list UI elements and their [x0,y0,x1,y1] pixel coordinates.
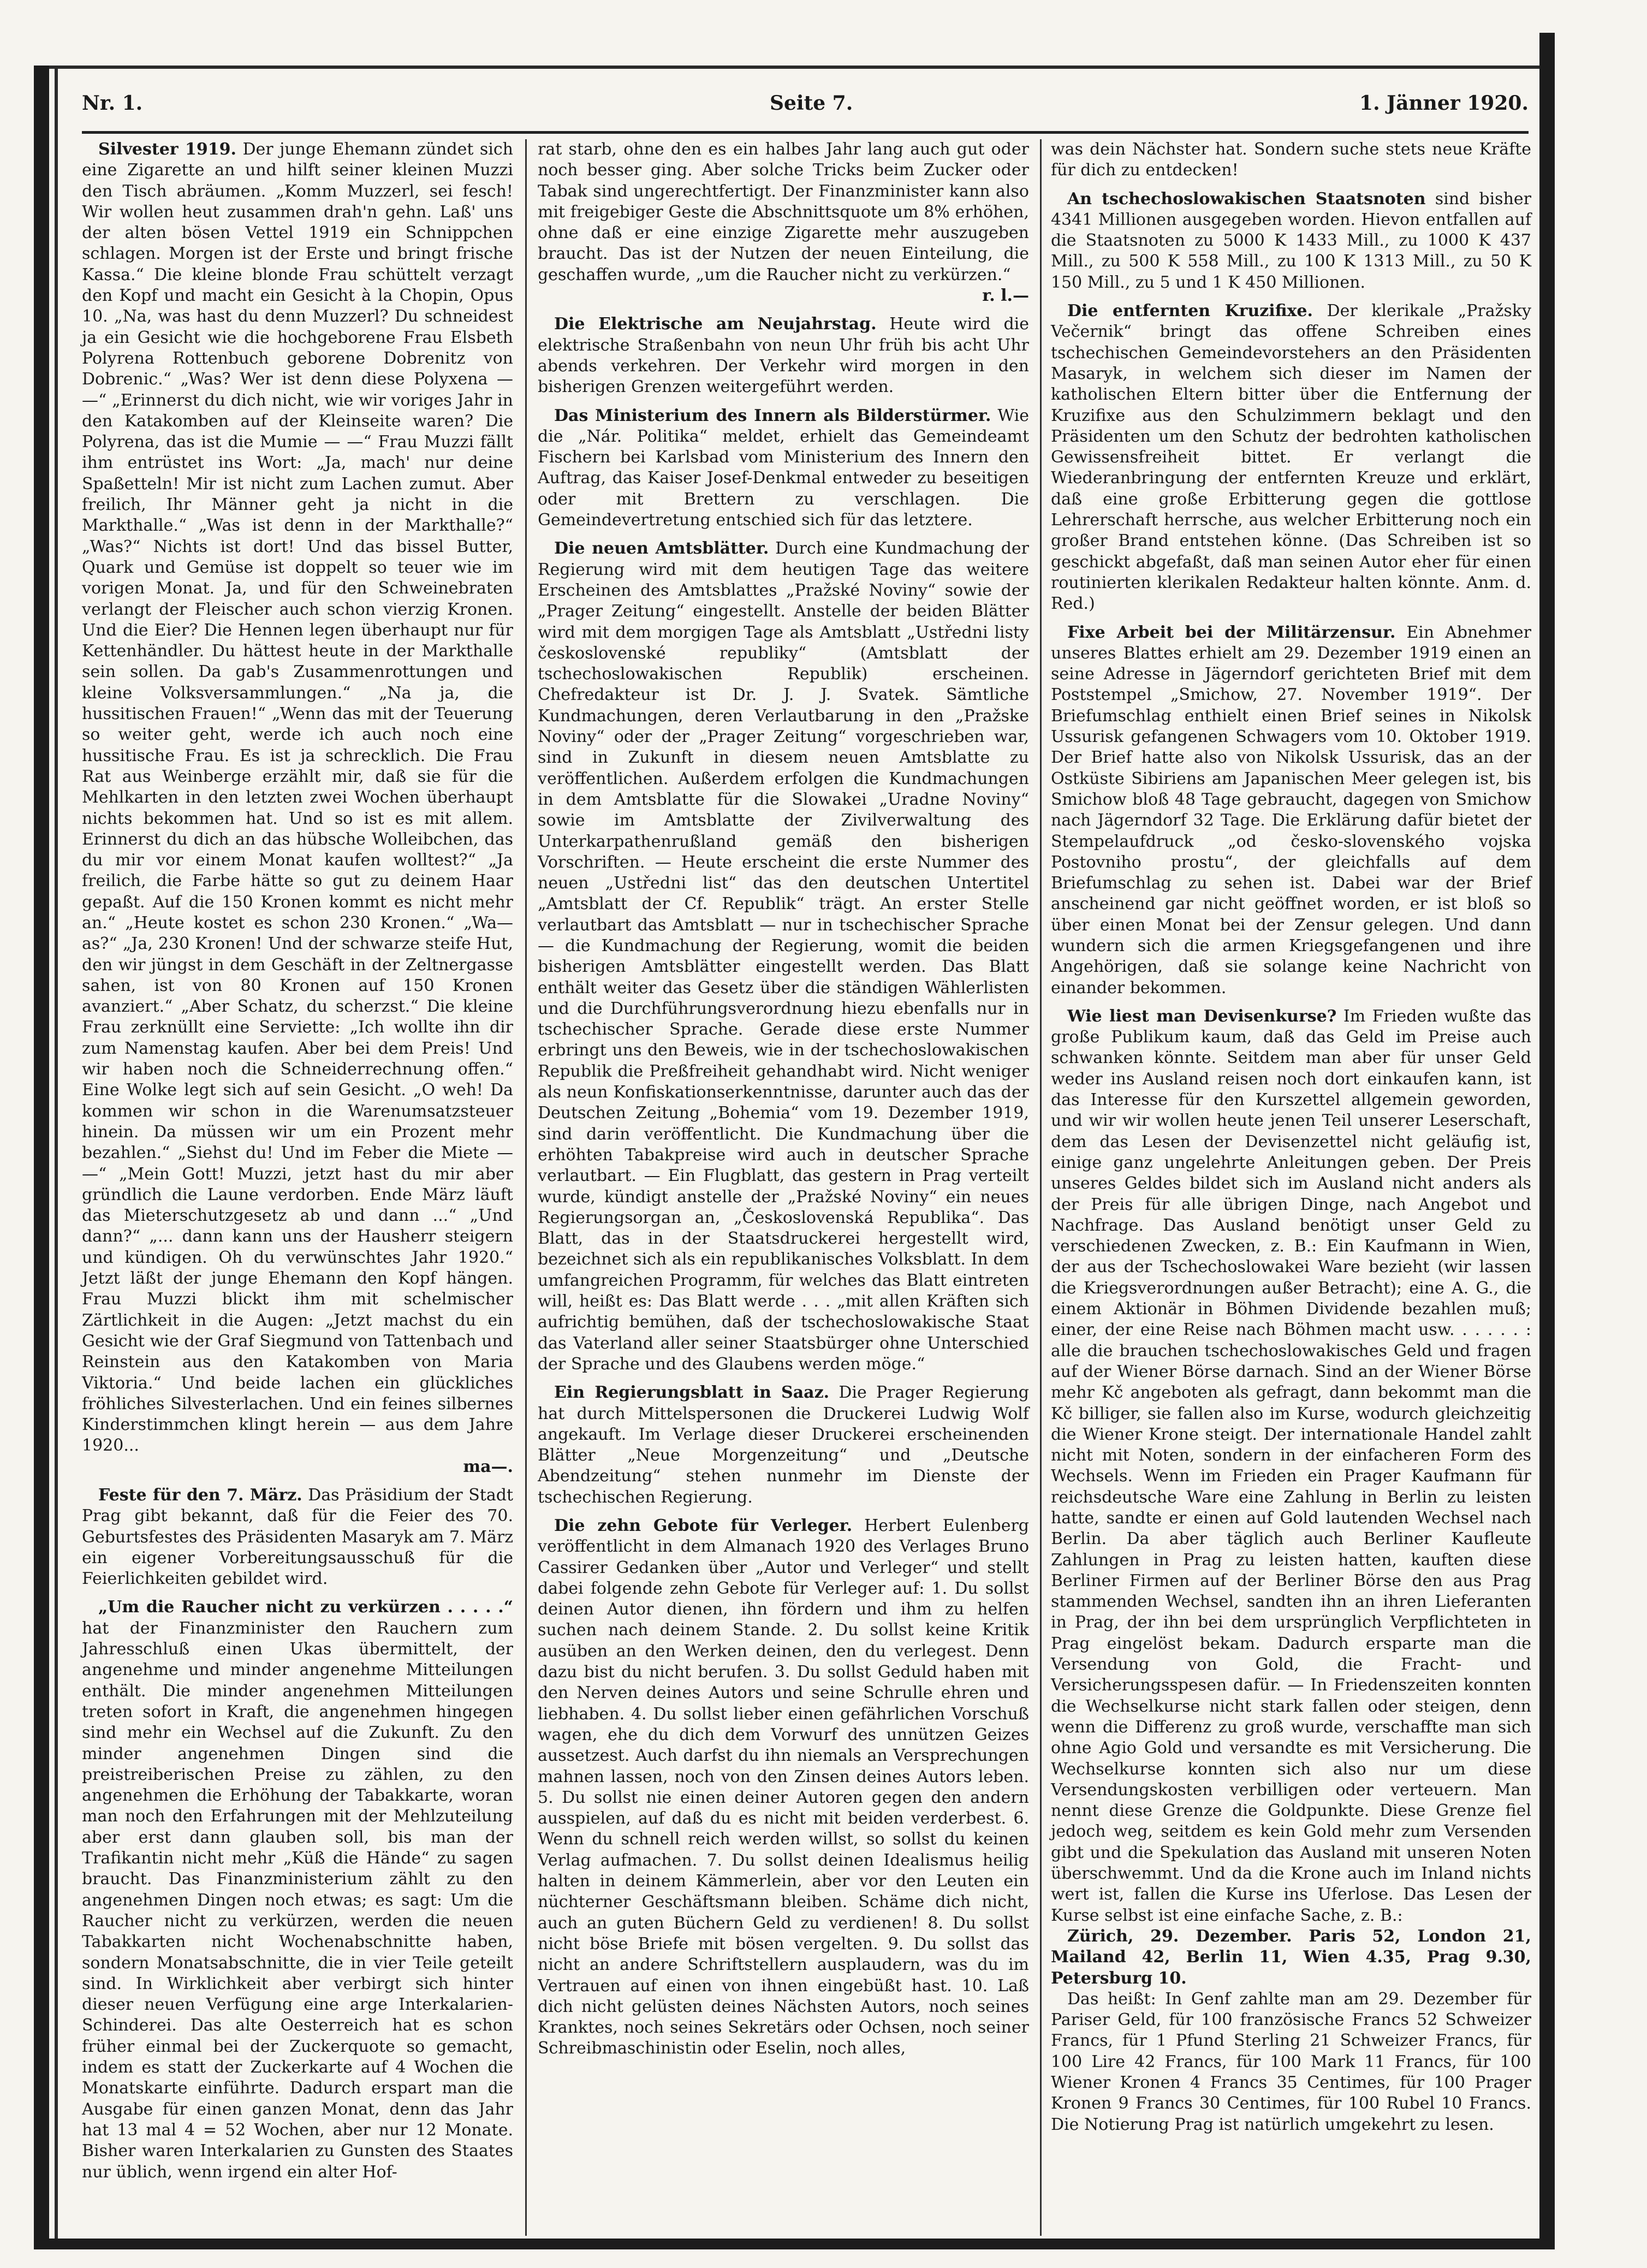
article-elektrische [538,314,1029,397]
article-title: Silvester 1919. [98,140,236,159]
issue-number: Nr. 1. [82,92,143,115]
page-border-left-inner [55,66,58,2244]
article-title: Die entfernten Kruzifixe. [1067,301,1313,321]
page-number: Seite 7. [770,92,853,115]
article-title: Ein Regierungsblatt in Saaz. [554,1383,830,1403]
article-zehn-gebote-continued: was dein Nächster hat. Sondern suche stets neue Kräfte für dich zu entdecken! [1051,140,1531,180]
article-title: Wie liest man Devisenkurse? [1067,1006,1337,1026]
article-body: Wie die „Nár. Politika“ meldet, erhielt das Gemeindeamt Fischern bei Karlsbad vom Ministerium des Innern den Auftrag, das Kaiser Josef-Denkmal entweder zu beseitigen oder mit Brettern zu verschlagen. Die Gemeindevertretung entschied sich für das letztere. [538,406,1029,530]
page-border-top [34,66,1555,69]
header-rule [82,131,1529,134]
article-title: Fixe Arbeit bei der Militärzensur. [1067,622,1396,642]
article-raucher-continued: rat starb, ohne den es ein halbes Jahr lang auch gut oder noch besser ging. Aber solche Tricks beim Zucker oder Tabak sind ungerechtfertigt. Der Finanzminister kann also mit freigebiger Geste die Abschnittsquote um 8% erhöhen, ohne daß er eine einzige Zigarette mehr auszugeben braucht. Das ist der Nutzen der neuen Einteilung, die geschaffen wurde, „um die Raucher nicht zu verkürzen.“ [538,140,1029,284]
article-zehn-gebote [538,1516,1029,2059]
page-border-right [1539,33,1555,2249]
article-kruzifixe [1051,301,1531,614]
article-saaz [538,1382,1029,1508]
column-rule [525,139,527,2236]
article-body: Durch eine Kundmachung der Regierung wird mit dem heutigen Tage das weitere Erscheinen des Amtsblattes „Pražské Noviny“ sowie der „Prager Zeitung“ eingestellt. Anstelle der beiden Blätter wird mit dem morgigen Tage als Amtsblatt „Ustředni listy československé republiky“ (Amtsblatt der tschechoslowakischen Republik) erscheinen. Chefredakteur ist Dr. J. J. Svatek. Sämtliche Kundmachungen, deren Verlautbarung in den „Pražske Noviny“ oder der „Prager Zeitung“ vorgeschrieben war, sind in Zukunft in diesem neuen Amtsblatte zu veröffentlichen. Außerdem erfolgen die Kundmachungen in dem Amtsblatte für die Slowakei „Uradne Noviny“ sowie im Amtsblatte der Zivilverwaltung des Unterkarpathenrußland gemäß den bisherigen Vorschriften. — Heute erscheint die erste Nummer des neuen „Ustředni list“ das den deutschen Untertitel „Amtsblatt der Cf. Republik“ trägt. An erster Stelle verlautbart das Amtsblatt — nur in tschechischer Sprache — die Kundmachung der Regierung, womit die beiden bisherigen Amtsblätter eingestellt werden. Das Blatt enthält weiter das Gesetz über die ständigen Wählerlisten und die Durchführungsverordnung hiezu ebenfalls nur in tschechischer Sprache. Gerade diese erste Nummer erbringt uns den Beweis, wie in der tschechoslowakischen Republik die Preßfreiheit gehandhabt wird. Nicht weniger als neun Konfiskationserkenntnisse, darunter auch das der Deutschen Zeitung „Bohemia“ vom 19. Dezember 1919, sind darin veröffentlicht. Die Kundmachung über die erhöhten Tabakpreise wird auch in deutscher Sprache verlautbart. — Ein Flugblatt, das gestern in Prag verteilt wurde, kündigt anstelle der „Pražské Noviny“ ein neues Regierungsorgan an, „Československá Republika“. Das Blatt, das in der Staatsdruckerei hergestellt wird, bezeichnet sich als ein republikanisches Volksblatt. In dem umfangreichen Programm, für welches das Blatt eintreten will, heißt es: Das Blatt werde . . . „mit allen Kräften sich aufrichtig bemühen, daß der tschechoslowakische Staat das Vaterland aller seiner Staatsbürger ohne Unterschied der Sprache und des Glaubens werden möge.“ [538,539,1029,1374]
article-signature: ma—. [463,1457,513,1476]
exchange-rates-line: Zürich, 29. Dezember. Paris 52, London 21, Mailand 42, Berlin 11, Wien 4.35, Prag 9.30, Petersburg 10. [1051,1926,1531,1988]
article-body: Herbert Eulenberg veröffentlicht in dem Almanach 1920 des Verlages Bruno Cassirer Gedanken über „Autor und Verleger“ und stellt dabei folgende zehn Gebote für Verleger auf: 1. Du sollst deinen Autor dienen, ihn fördern und ihm zu helfen suchen nach deinem Stande. 2. Du sollst keine Kritik ausüben an den Werken deinen, den du verlegest. Denn dazu bist du nicht berufen. 3. Du sollst Geduld haben mit den Nerven deines Autors und seine Schrulle ehren und liebhaben. 4. Du sollst lieber einen gefährlichen Vorschuß wagen, ehe du dich dem Vorwurf des unnützen Geizes aussetzest. Auch darfst du ihn niemals an Versprechungen mahnen lassen, noch von den Zinsen deines Autors leben. 5. Du sollst nie einen deiner Autoren gegen den andern ausspielen, auf daß du es nicht mit beiden verderbest. 6. Wenn du schnell reich werden willst, so sollst du keinen Verlag aufmachen. 7. Du sollst deinen Idealismus heilig halten in deinem Kämmerlein, aber vor den Leuten ein nüchterner Geschäftsmann bleiben. Schäme dich nicht, auch an guten Büchern Geld zu verdienen! 8. Du sollst nicht böse Briefe mit bösen vergelten. 9. Du sollst das nicht an andere Schriftstellern ausplaudern, was du im Vertrauen auf einen von ihnen eingebüßt hast. 10. Laß dich nicht gelüsten deines Nächsten Autors, noch seines Kranktes, noch seines Sekretärs oder Ochsen, noch seiner Schreibmaschinistin oder Eselin, noch alles, [538,1516,1029,2058]
article-body: hat der Finanzminister den Rauchern zum Jahresschluß einen Ukas übermittelt, der angenehme und minder angenehme Mitteilungen enthält. Die minder angenehmen Mitteilungen treten sofort in Kraft, die angenehmen hingegen sind mehr ein Wechsel auf die Zukunft. Zu den minder angenehmen Dingen sind die preistreiberischen Preise zu zählen, zu den angenehmen die Erhöhung der Tabakkarte, woran man noch den Erfahrungen mit der Mehlzuteilung aber erst dann glauben soll, bis man der Trafikantin nicht mehr „Küß die Hände“ zu sagen braucht. Das Finanzministerium zählt zu den angenehmen Dingen noch etwas; es sagt: Um die Raucher nicht zu verkürzen, werden die neuen Tabakkarten nicht Wochenabschnitte haben, sondern Monatsabschnitte, die in vier Teile geteilt sind. In Wirklichkeit aber verbirgt sich hinter dieser neuen Verfügung eine arge Interkalarien-Schinderei. Das alte Oesterreich hat es schon früher einmal bei der Zuckerquote so gemacht, indem es statt der Zuckerkarte auf 4 Wochen die Monatskarte einführte. Dadurch erspart man die Ausgabe für einen ganzen Monat, denn das Jahr hat 13 mal 4 = 52 Wochen, aber nur 12 Monate. Bisher waren Interkalarien zu Gunsten des Staates nur üblich, wenn irgend ein alter Hof- [82,1618,513,2182]
article-militaerzensur [1051,622,1531,999]
article-title: Feste für den 7. März. [98,1486,302,1505]
article-body: Im Frieden wußte das große Publikum kaum, daß das Geld im Preise auch schwanken könnte. Seitdem man aber für unser Geld weder ins Ausland reisen noch dort einkaufen kann, ist das Interesse für den Kurszettel allgemein geworden, und wir wir wollen heute jenen Teil unserer Leserschaft, dem das Lesen der Devisenzettel nicht geläufig ist, einige ganz ungelehrte Anleitungen geben. Der Preis unseres Geldes bildet sich im Ausland nicht anders als der Preis für alle übrigen Dinge, nach Angebot und Nachfrage. Das Ausland benötigt unser Geld zu verschiedenen Zwecken, z. B.: Ein Kaufmann in Wien, der aus der Tschechoslowakei Ware bezieht (wir lassen die Kriegsverordnungen außer Betracht); eine A. G., die einem Aktionär in Böhmen Dividende bezahlen muß; einer, der eine Reise nach Böhmen macht usw. . . . . . : alle die brauchen tschechoslowakisches Geld und fragen auf der Wiener Börse darnach. Sind an der Wiener Börse mehr Kč angeboten als gefragt, dann bekommt man die Kč billiger, sie fallen also im Kurse, wodurch gleichzeitig die Wiener Krone steigt. Der internationale Handel zahlt nicht mit Noten, sondern in der einfacheren Form des Wechsels. Wenn im Frieden ein Prager Kaufmann für reichsdeutsche Ware eine Zahlung in Berlin zu leisten hatte, sandte er einen auf Gold lautenden Wechsel nach Berlin. Da aber täglich auch Berliner Kaufleute Zahlungen in Prag zu leisten hatten, kauften diese Berliner Firmen auf der Berliner Börse den aus Prag stammenden Wechsel, sandten ihn an ihren Lieferanten in Prag, der ihn bei dem ursprünglich Verpflichteten in Prag eingelöst bekam. Dadurch ersparte man die Versendung von Gold, die Fracht- und Versicherungsspesen dafür. — In Friedenszeiten konnten die Wechselkurse nicht stark fallen oder steigen, denn wenn die Differenz zu groß wurde, verschaffte man sich ohne Agio Gold und versandte es mit Versicherung. Die Wechselkurse konnten sich also nur um diese Versendungskosten verbilligen oder verteuern. Man nennt diese Grenze die Goldpunkte. Diese Grenze fiel jedoch weg, seitdem es kein Gold mehr zum Versenden gibt und die Spekulation das Ausland mit unseren Noten überschwemmt. Und da die Krone auch im Inland nichts wert ist, fallen die Kurse ins Uferlose. Das Lesen der Kurse selbst ist eine einfache Sache, z. B.: [1051,1006,1531,1925]
article-title: Die neuen Amtsblätter. [554,539,769,559]
page-border-bottom [34,2239,1555,2249]
article-ministerium [538,406,1029,531]
column-right [1051,139,1531,2135]
article-raucher [82,1597,513,2182]
article-amtsblaetter [538,538,1029,1375]
article-title: Die zehn Gebote für Verleger. [554,1516,853,1535]
column-rule [1040,139,1042,2236]
page-header [82,92,1529,130]
article-feste [82,1485,513,1589]
article-body: Die Prager Regierung hat durch Mittelspersonen die Druckerei Ludwig Wolf angekauft. Im Verlage dieser Druckerei erscheinenden Blätter „Neue Morgenzeitung“ und „Deutsche Abendzeitung“ stehen nunmehr im Dienste der tschechischen Regierung. [538,1383,1029,1507]
article-title: Das Ministerium des Innern als Bilderstürmer. [554,406,991,425]
article-signature: r. l.— [982,286,1029,306]
article-body: sind bisher 4341 Millionen ausgegeben worden. Hievon entfallen auf die Staatsnoten zu 5000 K 1433 Mill., zu 1000 K 437 Mill., zu 500 K 558 Mill., zu 100 K 1313 Mill., zu 50 K 150 Mill., zu 5 und 1 K 450 Millionen. [1051,189,1531,292]
article-title: „Um die Raucher nicht zu verkürzen . . . . .“ [98,1598,513,1617]
column-left [82,139,513,2183]
article-body: Der klerikale „Pražsky Večernik“ bringt das offene Schreiben eines tschechischen Gemeindevorstehers an den Präsidenten Masaryk, in welchem sich dieser im Namen der katholischen Eltern bitter über die Entfernung der Kruzifixe aus den Schulzimmern beklagt und den Präsidenten um den Schutz der bedrohten katholischen Gewissensfreiheit bittet. Er verlangt die Wiederanbringung der entfernten Kreuze und erklärt, daß eine große Erbitterung gegen die gottlose Lehrerschaft herrsche, aus welcher Erbitterung noch ein großer Brand entstehen könne. (Das Schreiben ist so geschickt abgefaßt, daß man seinen Autor eher für einen routinierten klerikalen Redakteur halten könnte. Anm. d. Red.) [1051,301,1531,614]
article-devisenkurse [1051,1006,1531,1926]
article-body: Der junge Ehemann zündet sich eine Zigarette an und hilft seiner kleinen Muzzi den Tisch abräumen. „Komm Muzzerl, sei fesch! Wir wollen heut zusammen drah'n gehn. Laß' uns der alten bösen Vettel 1919 ein Schnippchen schlagen. Morgen ist der Erste und bringt frische Kassa.“ Die kleine blonde Frau schüttelt verzagt den Kopf und macht ein Gesicht à la Chopin, Opus 10. „Na, was hast du denn Muzzerl? Du schneidest ja ein Gesicht wie die hochgeborene Frau Elsbeth Polyrena Rottenbuch geborene Dobrenitz von Dobrenic.“ „Was? Wer ist denn diese Polyxena — —“ „Erinnerst du dich nicht, wie wir voriges Jahr in den Katakomben auf der Kleinseite waren? Die Polyrena, das ist die Mumie — —“ Frau Muzzi fällt ihm entrüstet ins Wort: „Ja, mach' nur deine Spaßetteln! Mir ist nicht zum Lachen zumut. Aber freilich, Ihr Männer geht ja nicht in die Markthalle.“ „Was ist denn in der Markthalle?“ „Was?“ Nichts ist dort! Und das bissel Butter, Quark und Gemüse ist doppelt so teuer wie im vorigen Monat. Ja, und für den Schweinebraten verlangt der Fleischer auch schon vierzig Kronen. Und die Eier? Die Hennen legen überhaupt nur für Kettenhändler. Du hättest heute in der Markthalle sein sollen. Da gab's Zusammenrottungen und kleine Volksversammlungen.“ „Na ja, die hussitischen Frauen!“ „Wenn das mit der Teuerung so weiter geht, werde ich auch noch eine hussitische Frau. Es ist ja schrecklich. Die Frau Rat aus Weinberge erzählt mir, daß sie für die Mehlkarten in den letzten zwei Wochen überhaupt nichts bekommen hat. Und so ist es mit allem. Erinnerst du dich an das hübsche Wolleibchen, das du mir vor einem Monat kaufen wolltest?“ „Ja freilich, die Farbe hätte so gut zu deinem Haar gepaßt. Auf die 150 Kronen kommt es nicht mehr an.“ „Heute kostet es schon 230 Kronen.“ „Wa—as?“ „Ja, 230 Kronen! Und der schwarze steife Hut, den wir jüngst in dem Geschäft in der Zeltnergasse sahen, ist von 80 Kronen auf 150 Kronen avanziert.“ „Aber Schatz, du scherzst.“ Die kleine Frau zerknüllt eine Serviette: „Ich wollte ihn dir zum Namenstag kaufen. Aber bei dem Preis! Und wir haben noch die Schneiderrechnung offen.“ Eine Wolke legt sich auf sein Gesicht. „O weh! Da kommen wir schon in die Warenumsatzsteuer hinein. Da müssen wir um ein Prozent mehr bezahlen.“ „Siehst du! Und im Feber die Miete — —“ „Mein Gott! Muzzi, jetzt hast du mir aber gründlich die Laune verdorben. Ende März läuft das Mieterschutzgesetz ab und dann ...“ „Und dann?“ „... dann kann uns der Hausherr steigern und kündigen. Oh du verwünschtes Jahr 1920.“ Jetzt läßt der junge Ehemann den Kopf hängen. Frau Muzzi blickt ihm mit schelmischer Zärtlichkeit in die Augen: „Jetzt machst du ein Gesicht wie der Graf Siegmund von Tattenbach und Reinstein aus den Katakomben von Maria Viktoria.“ Und beide lachen ein glückliches fröhliches Silvesterlachen. Und ein feines silbernes Kinderstimmchen klingt herein — aus dem Jahre 1920... [82,140,513,1456]
article-body: Ein Abnehmer unseres Blattes erhielt am 29. Dezember 1919 einen an seine Adresse in Jägerndorf gerichteten Brief mit dem Poststempel „Smichow, 27. November 1919“. Der Briefumschlag enthielt einen Brief seines in Nikolsk Ussurisk gefangenen Schwagers vom 10. Oktober 1919. Der Brief hatte also von Nikolsk Ussurisk, das an der Ostküste Sibiriens am Japanischen Meer gelegen ist, bis Smichow bloß 48 Tage gebraucht, dagegen von Smichow nach Jägerndorf 32 Tage. Die Erklärung dafür bietet der Stempelaufdruck „od česko-slovenského vojska Postovniho prostu“, der gleichfalls auf dem Briefumschlag zu sehen ist. Dabei war der Brief anscheinend gar nicht geöffnet worden, er ist bloß so über einen Monat bei der Zensur gelegen. Und dann wundern sich die armen Kriegsgefangenen und ihre Angehörigen, daß sie solange keine Nachricht von einander bekommen. [1051,622,1531,998]
issue-date: 1. Jänner 1920. [1359,92,1529,115]
exchange-rates-explanation: Das heißt: In Genf zahlte man am 29. Dezember für Pariser Geld, für 100 französische Francs 52 Schweizer Francs, für 1 Pfund Sterling 21 Schweizer Francs, für 100 Lire 42 Francs, für 100 Mark 11 Francs, für 100 Wiener Kronen 4 Francs 35 Centimes, für 100 Prager Kronen 9 Francs 30 Centimes, für 100 Rubel 10 Francs. Die Notierung Prag ist natürlich umgekehrt zu lesen. [1051,1989,1531,2134]
article-staatsnoten [1051,189,1531,293]
article-silvester [82,139,513,1457]
column-middle [538,139,1029,2059]
article-title: Die Elektrische am Neujahrstag. [554,314,877,334]
page-border-left [34,66,49,2244]
article-body: Das Präsidium der Stadt Prag gibt bekannt, daß für die Feier des 70. Geburtsfestes des Präsidenten Masaryk am 7. März ein eigener Vorbereitungsausschuß für die Feierlichkeiten gebildet wird. [82,1486,513,1589]
article-body: Heute wird die elektrische Straßenbahn von neun Uhr früh bis acht Uhr abends verkehren. Der Verkehr wird morgen in den bisherigen Grenzen weitergeführt werden. [538,314,1029,397]
article-title: An tschechoslowakischen Staatsnoten [1067,189,1426,209]
